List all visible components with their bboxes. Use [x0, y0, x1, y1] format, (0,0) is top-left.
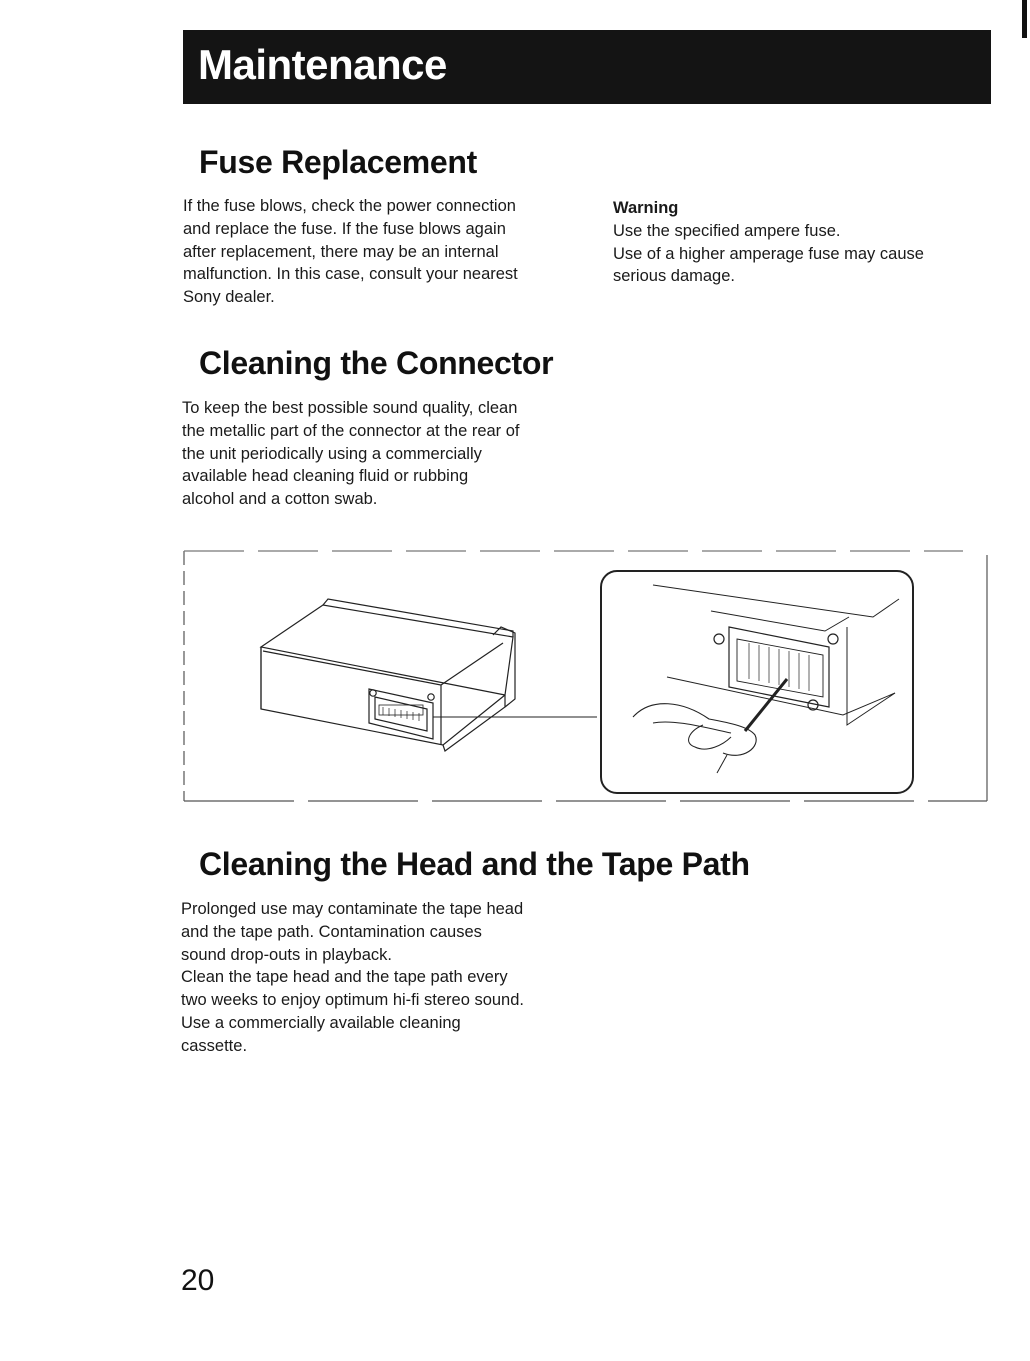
fuse-heading: Fuse Replacement [199, 144, 477, 180]
text-line: sound drop-outs in playback. [181, 945, 392, 964]
warning-box [613, 197, 983, 288]
text-line: and replace the fuse. If the fuse blows again [183, 219, 506, 238]
page-title: Maintenance [198, 41, 447, 88]
text-line: If the fuse blows, check the power connection [183, 197, 516, 215]
connector-illustration [183, 547, 989, 803]
text-line: Prolonged use may contaminate the tape head [181, 900, 524, 918]
magnified-connector-drawing [633, 585, 899, 773]
magnified-inset [601, 571, 913, 793]
text-line: serious damage. [613, 267, 735, 286]
illustration-svg [183, 547, 989, 803]
text-line: the metallic part of the connector at the rear of [182, 421, 520, 440]
text-line: available head cleaning fluid or rubbing [182, 467, 469, 486]
connector-body [182, 397, 582, 511]
text-line: Clean the tape head and the tape path every [181, 968, 508, 987]
text-line: To keep the best possible sound quality, clean [182, 399, 518, 417]
text-line: the unit periodically using a commercially [182, 444, 482, 463]
stereo-unit-drawing [261, 599, 597, 751]
text-line: Sony dealer. [183, 288, 275, 307]
fuse-body [183, 195, 583, 309]
text-line: after replacement, there may be an internal [183, 242, 499, 261]
text-line: alcohol and a cotton swab. [182, 490, 378, 509]
page-number: 20 [181, 1264, 215, 1297]
warning-title: Warning [613, 199, 679, 217]
text-line: two weeks to enjoy optimum hi-fi stereo sound. [181, 991, 524, 1010]
head-heading: Cleaning the Head and the Tape Path [199, 846, 750, 882]
text-line: Use the specified ampere fuse. [613, 221, 841, 240]
head-body [181, 898, 601, 1058]
page-edge-mark [1022, 0, 1027, 38]
text-line: malfunction. In this case, consult your nearest [183, 265, 518, 284]
text-line: cassette. [181, 1036, 248, 1055]
text-line: Use a commercially available cleaning [181, 1013, 461, 1032]
text-line: Use of a higher amperage fuse may cause [613, 244, 924, 263]
connector-heading: Cleaning the Connector [199, 345, 554, 381]
text-line: and the tape path. Contamination causes [181, 922, 482, 941]
